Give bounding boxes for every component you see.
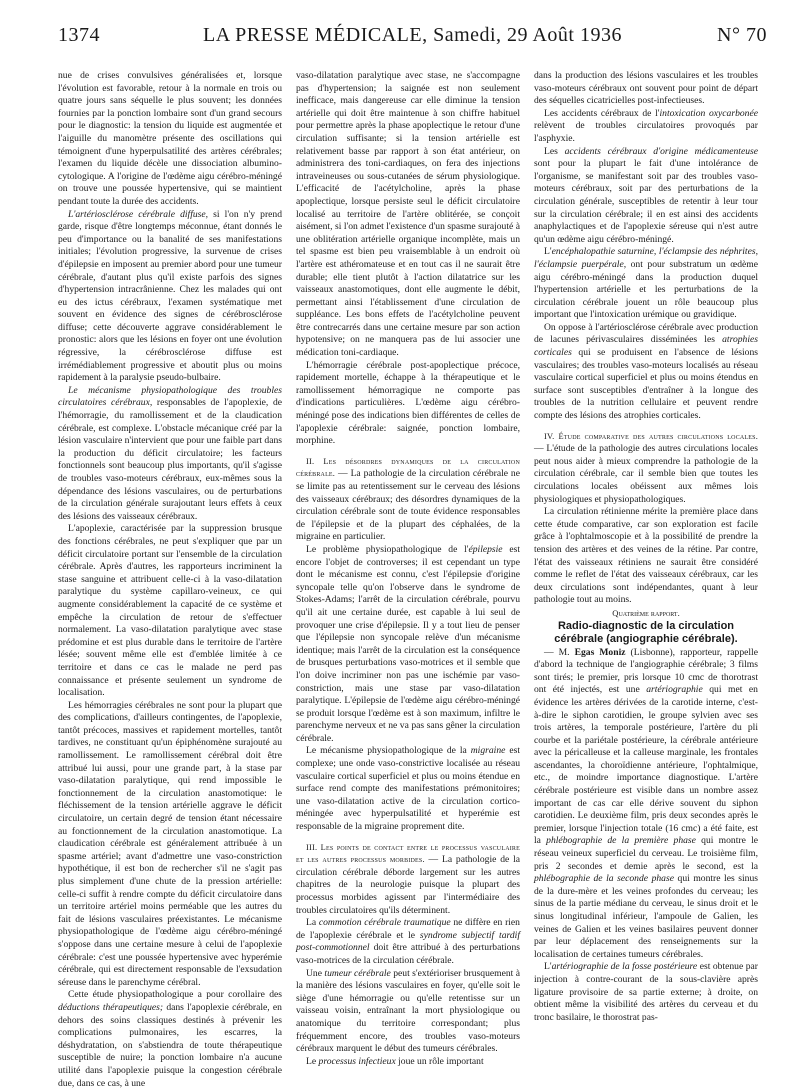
paragraph-text: — La pathologie de la circulation cérébrale déborde largement sur les autres chapitres de la neurologie puisque la plupart des processus morbides agissent par l'intermédiaire des troubles circulatoires qu'ils déterminent. [296, 854, 520, 916]
section-heading: III. Les points de contact entre le processus vasculaire et les autres processus morbides. [296, 842, 520, 865]
issue-number: N° 70 [717, 23, 767, 46]
page-number: 1374 [58, 23, 100, 46]
paragraph: dans la production des lésions vasculaires et les troubles vaso-moteurs cérébraux ont souvent pour point de départ des séquelles cicatricielles post-infectieuses. [534, 70, 758, 107]
italic-term: atrophies corticales [534, 334, 758, 359]
paragraph [296, 1056, 520, 1069]
paragraph-text: doit être attribué à des perturbations vaso-motrices de la circulation cérébrale. [296, 942, 520, 966]
author-name: Egas Moniz [574, 646, 626, 658]
paragraph-text: — La pathologie de la circulation cérébrale ne se limite pas au retentissement sur le cerveau des lésions des vaisseaux cérébraux; des désordres dynamiques de la circulation cérébrale sont de toute évidence responsables de l'épilepsie et de la plupart des céphalées, de la migraine en particulier. [296, 468, 520, 543]
paragraph-text: (Lisbonne), rapporteur, rappelle d'abord la technique de l'angiographie cérébrale; 3 films sont tirés; le premier, pris lorsque 10 cmc de thorotrast ont été injectés, est une [534, 646, 758, 696]
italic-term: syndrome subjectif tardif post-commotionnel [296, 929, 520, 954]
text-columns [58, 70, 767, 1089]
paragraph-text: dans l'apoplexie cérébrale, en dehors des soins classiques destinés à prévenir les complications pulmonaires, les escarres, la déshydratation, on s'abstiendra de toute thérapeutique susceptible de nuire; la ponction lombaire n'a aucune utilité dans l'apoplexie puisque la congestion cérébrale due, dans ce cas, à une [58, 1001, 282, 1089]
paragraph [296, 968, 520, 1056]
paragraph-text: Le [306, 1055, 319, 1067]
report-title: Radio-diagnostic de la circulation cérébrale (angiographie cérébrale). [554, 619, 738, 646]
paragraph-text: Cette étude physiopathologique a pour corollaire des [68, 989, 282, 1001]
paragraph-text: est encore l'objet de controverses; il est cependant un type dont le mécanisme est connu, c'est l'épilepsie d'origine syncopale telle qu'on l'observe dans le syndrome de Stokes-Adams; l'arrêt de la circulation cérébrale, pourvu qu'il ait une certaine durée, est capable à lui seul de provoquer une crise d'épilepsie. Il y a tout lieu de penser que l'épilepsie non syncopale relève d'un mécanisme identique; mais l'arrêt de la circulation est la conséquence de brusques perturbations vaso-motrices et il semble que l'on doive incriminer non pas une ischémie par vaso-constriction, mais une stase par vaso-dilatation paralytique. L'épilepsie de l'œdème aigu cérébro-méningé se produit lorsque l'œdème est à son maximum, infiltre le parenchyme nerveux et ne va pas sans gêner la circulation cérébrale. [296, 543, 520, 744]
page-header [58, 0, 767, 70]
italic-term: phlébographie de la seconde phase [534, 873, 674, 885]
section-3 [296, 842, 520, 918]
paragraph-text: qui met en évidence les artères dérivées de la carotide interne, c'est-à-dire le siphon carotidien, le groupe sylvien avec ses trois artères, la temporale postérieure, l'artère du pli courbe et la pariétale postérieure, la cérébrale antérieure avec la péricalleuse et la calleuse marginale, les frontales ascendantes, la choroïdienne antérieure, l'ophtalmique, etc., de moindre importance diagnostique. L'artère cérébrale postérieure est visible dans un nombre assez important de cas car elle dérive souvent du siphon carotidien. Le deuxième film, pris deux secondes après le premier, lorsque l'injection totale (16 cmc) a été faite, est la [534, 684, 758, 847]
italic-term: épilepsie [468, 543, 503, 555]
paragraph-text: responsables de l'apoplexie, de l'hémorragie, du ramollissement et de la claudication cérébrale, est complexe. L'obstacle mécanique créé par la lésion vasculaire n'intervient que pour une faible part dans la production du déficit circulatoire; les facteurs fonctionnels sont beaucoup plus importants, qu'il s'agisse de troubles vaso-moteurs cérébraux, eux-mêmes sous la dépendance des lésions vasculaires, ou de perturbations de la circulation générale surajoutant leurs effets à ceux des lésions des vaisseaux cérébraux. [58, 397, 282, 522]
paragraph [534, 647, 758, 962]
paragraph-text: ont pour substratum un œdème aigu cérébro-méningé dans la production duquel l'hypertension artérielle et les perturbations de la circulation cérébrale jouent un rôle beaucoup plus important que l'intoxication urémique ou gravidique. [534, 258, 758, 321]
paragraph [58, 385, 282, 524]
paragraph [296, 917, 520, 967]
paragraph-text: joue un rôle important [395, 1055, 484, 1067]
paragraph [534, 961, 758, 1024]
paragraph [296, 544, 520, 746]
column-left [58, 70, 283, 1089]
paragraph: nue de crises convulsives généralisées et, lorsque l'évolution est favorable, retour à la normale en trois ou quatre jours sans séquelle le plus souvent; les données fournies par la ponction lombaire sont d'un grand secours pour le diagnostic: la tension du liquide est augmentée et l'aiguille du manomètre présente des oscillations qui témoignent d'une hyperpulsatilité des artères cérébrales; l'examen du liquide décèle une dissociation albumino-cytologique. A l'origine de l'œdème aigu cérébro-méningé on trouve une poussée hypertensive, qui se maintient pendant toute la durée des accidents. [58, 70, 282, 207]
paragraph-text: On oppose à l'artériosclérose cérébrale avec production de lacunes périvasculaires disséminées les [534, 321, 758, 346]
paragraph: La circulation rétinienne mérite la première place dans cette étude comparative, car son exploration est facile grâce à l'ophtalmoscopie et à la possibilité de prendre la tension des artères et des veines de la rétine. Par contre, l'état des vaisseaux rétiniens ne saurait être considéré comme le reflet de l'état des vaisseaux cérébraux, car les deux circulations sont indépendantes, quant à leur pathologie tout au moins. [534, 506, 758, 606]
journal-title: LA PRESSE MÉDICALE, Samedi, 29 Août 1936 [203, 23, 622, 46]
italic-term: processus infectieux [318, 1055, 396, 1067]
paragraph-text: Le problème physiopathologique de l' [306, 543, 469, 555]
italic-term: encéphalopathie saturnine, l'éclampsie des néphrites, l'éclampsie puerpérale, [534, 246, 758, 270]
section-4 [534, 431, 758, 507]
section-heading: IV. Étude comparative des autres circulations locales. [544, 431, 758, 441]
paragraph-text: est complexe; une onde vaso-constrictive localisée au réseau vasculaire cortical superficiel et plus ou moins étendue en surface rend compte des manifestations prémonitoires; une vaso-dilatation active de la circulation cortico-méningée avec hyperpulsatilité et hyperémie est responsable de la migraine proprement dite. [296, 745, 521, 833]
italic-term: tumeur cérébrale [324, 967, 391, 979]
paragraph-text: Une [306, 967, 325, 979]
paragraph-text: sont pour la plupart le fait d'une intolérance de l'organisme, se manifestant soit par des troubles vaso-moteurs cérébraux, soit par des perturbations de la circulation générale, susceptibles de retentir à leur tour sur la circulation cérébrale; il en est ainsi des accidents anaphylactiques et de l'apoplexie séreuse qui n'est autre qu'un œdème aigu cérébro-méningé. [534, 158, 758, 245]
paragraph-text: est obtenue par injection à contre-courant de la sous-clavière après ligature provisoire de sa partie externe; à droite, on obtient même la visibilité des artères du cerveau et du tronc basilaire, le thorostrat pas- [534, 961, 758, 1023]
paragraph [534, 108, 758, 146]
paragraph: vaso-dilatation paralytique avec stase, ne s'accompagne pas d'hypertension; la saignée est non seulement inefficace, mais dangereuse car elle diminue la tension artérielle qui doit être maintenue à son chiffre habituel pour permettre après la phase apoplectique le retour d'une circulation suffisante; si la tension artérielle est relativement basse par rapport à son état antérieur, on administrera des toni-cardiaques, on fera des injections intraveineuses ou sous-cutanées de sérum physiologique. L'efficacité de l'acétylcholine, après la phase apoplectique, lorsque persiste seul le déficit circulatoire localisé au territoire de l'artère oblitérée, se conçoit aisément, si l'on admet l'existence d'un spasme surajouté à une oblitération artérielle organique incomplète, mais un tel spasme est bien peu vraisemblable à un endroit où l'artère est athéromateuse et en tout cas il ne saurait être durable; elle tient plutôt à l'action dilatatrice sur les vaisseaux anastomotiques, dont elle augmente le débit, permettant ainsi l'établissement d'une circulation de suppléance. Les bons effets de l'acétylcholine peuvent être contrecarrés dans une certaine mesure par son action hypotensive; on ne manquera pas de lui associer une médication toni-cardiaque. [296, 70, 520, 359]
paragraph [296, 745, 520, 833]
paragraph-text: si l'on n'y prend garde, risque d'être longtemps méconnue, étant donnés le peu d'importance ou la banalité de ses manifestations initiales; l'évolution progressive, la survenue de crises d'épilepsie en imposent au premier abord pour une tumeur cérébrale, d'autant plus qu'il existe parfois des signes d'hypertension intracrânienne. Chez les malades qui ont eu des ictus cérébraux, l'examen systématique met souvent en évidence des signes de cérébrosclérose diffuse; cette découverte aggrave considérablement le pronostic: alors que les lésions en foyer ont une évolution régressive, la cérébrosclérose diffuse est irrémédiablement progressive et aboutit plus ou moins rapidement à la paralysie pseudo-bulbaire. [58, 208, 283, 384]
paragraph: L'hémorragie cérébrale post-apoplectique précoce, rapidement mortelle, échappe à la thérapeutique et le ramollissement hémorragique ne comporte pas d'indications particulières. L'œdème aigu cérébro-méningé pose des indications bien différentes de celles de l'apoplexie cérébrale: saignée, ponction lombaire, morphine. [296, 359, 520, 447]
paragraph [534, 146, 758, 247]
italic-term: déductions thérapeutiques; [58, 1001, 164, 1013]
paragraph: L'apoplexie, caractérisée par la suppression brusque des fonctions cérébrales, ne peut s'expliquer que par un déficit circulatoire portant sur l'ensemble de la circulation cérébrale. Après d'autres, les rapporteurs incriminent la stase sanguine et attribuent celle-ci à la vaso-dilatation paralytique du système capillaro-veineux, ce qui augmente considérablement la capacité de ce système et empêche la circulation de retour de s'effectuer normalement. La vaso-dilatation paralytique avec stase prédomine et est plus durable dans le territoire de l'artère lésée; souvent même elle est d'emblée limitée à ce territoire et dans ce cas le malade ne perd pas connaissance et présente seulement un syndrome de localisation. [58, 523, 282, 699]
paragraph-text: Les accidents cérébraux de l' [544, 107, 660, 119]
paragraph-text: relèvent de troubles circulatoires provoqués par l'asphyxie. [534, 120, 758, 144]
paragraph [534, 322, 758, 423]
paragraph-text: qui montre les sinus de la dure-mère et les veines profondes du cerveau; les sinus de la partie médiane du cerveau, le sinus droit et le sinus longitudinal inférieur, l'ampoule de Galien, les veines de Galien et les veines basilaires peuvent donner par leur déplacement des renseignements sur la localisation de certaines tumeurs cérébrales. [534, 873, 758, 960]
paragraph [58, 209, 282, 385]
italic-lead: Le mécanisme physiopathologique des troubles circulatoires cérébraux, [58, 384, 282, 409]
italic-term: commotion cérébrale traumatique [318, 917, 451, 929]
paragraph-text: qui montre le réseau veineux superficiel du cerveau. Le troisième film, pris 2 secondes et demie après le second, est la [534, 835, 758, 872]
paragraph-text: peut s'extérioriser brusquement à la manière des lésions vasculaires en foyer, qu'elle soit le siège d'une hémorragie ou qu'elle retentisse sur un vaisseau voisin, entraînant la mort physiologique ou anatomique du territoire correspondant; plus fréquemment encore, des troubles vaso-moteurs cérébraux marquent le début des tumeurs cérébrales. [296, 967, 520, 1055]
paragraph-text: L' [544, 961, 552, 973]
italic-term: accidents cérébraux d'origine médicamenteuse [564, 145, 758, 157]
paragraph: Les hémorragies cérébrales ne sont pour la plupart que des complications, d'ailleurs contingentes, de l'apoplexie, tantôt précoces, massives et rapidement mortelles, tantôt tardives, ne constituant qu'un épiphénomène surajouté au ramollissement. Le ramollissement cérébral doit être attribué lui aussi, pour une grande part, à la stase par vaso-dilatation paralytique, qui rend impossible le fonctionnement de la circulation anastomotique: le fléchissement de la tension artérielle aggrave le déficit circulatoire, un certain degré de tension étant nécessaire au fonctionnement de la circulation anastomotique. La claudication cérébrale est généralement attribuée à un spasme artériel; avant d'admettre une vaso-constriction hypothétique, il est bon de rechercher s'il ne s'agit pas plus simplement d'une chute de la pression artérielle: celle-ci suffit à rendre compte du déficit circulatoire dans un territoire artériel moins perméable que les autres du fait de lésions vasculaires préexistantes. Le mécanisme physiopathologique de l'œdème aigu cérébro-méningé s'oppose dans une certaine mesure à celui de l'apoplexie cérébrale: c'est une poussée hypertensive avec hyperémie cérébrale, qui est directement responsable de l'exsudation séreuse dans le parenchyme cérébral. [58, 699, 282, 988]
paragraph [58, 989, 282, 1090]
italic-term: migraine [470, 745, 506, 757]
column-middle [296, 70, 520, 1070]
paragraph-text: ne diffère en rien de l'apoplexie cérébrale et le [296, 917, 520, 941]
italic-term: intoxication oxycarbonée [659, 107, 758, 119]
report-label: Quatrième rapport. [612, 607, 680, 618]
section-heading: II. Les désordres dynamiques de la circulation cérébrale. [296, 456, 520, 479]
paragraph-text: L' [544, 246, 552, 258]
section-2 [296, 456, 520, 544]
paragraph [534, 246, 758, 322]
italic-lead: L'artériosclérose cérébrale diffuse, [68, 208, 209, 220]
paragraph-text: Le mécanisme physiopathologique de la [306, 745, 471, 757]
paragraph-text: qui se produisent en l'absence de lésions vasculaires; des troubles vaso-moteurs localisés au réseau vasculaire cortical superficiel et plus ou moins étendus en surface sont susceptibles d'entraîner à la longue des troubles de la nutrition cellulaire et peuvent rendre compte des lésions des atrophies corticales. [534, 347, 758, 422]
paragraph-text: La [306, 917, 319, 929]
paragraph-text: — M. [544, 646, 575, 658]
italic-term: artériographie [646, 684, 703, 696]
paragraph-text: Les [544, 145, 565, 157]
column-right [534, 70, 758, 1070]
italic-term: phlébographie de la première phase [546, 835, 696, 847]
italic-term: artériographie de la fosse postérieure [551, 961, 698, 973]
paragraph-text: — L'étude de la pathologie des autres circulations locales peut nous aider à mieux comprendre la pathologie de la circulation cérébrale, car il semble bien que toutes les circulations locales obéissent aux mêmes lois physiologiques et physiopathologiques. [534, 443, 758, 505]
